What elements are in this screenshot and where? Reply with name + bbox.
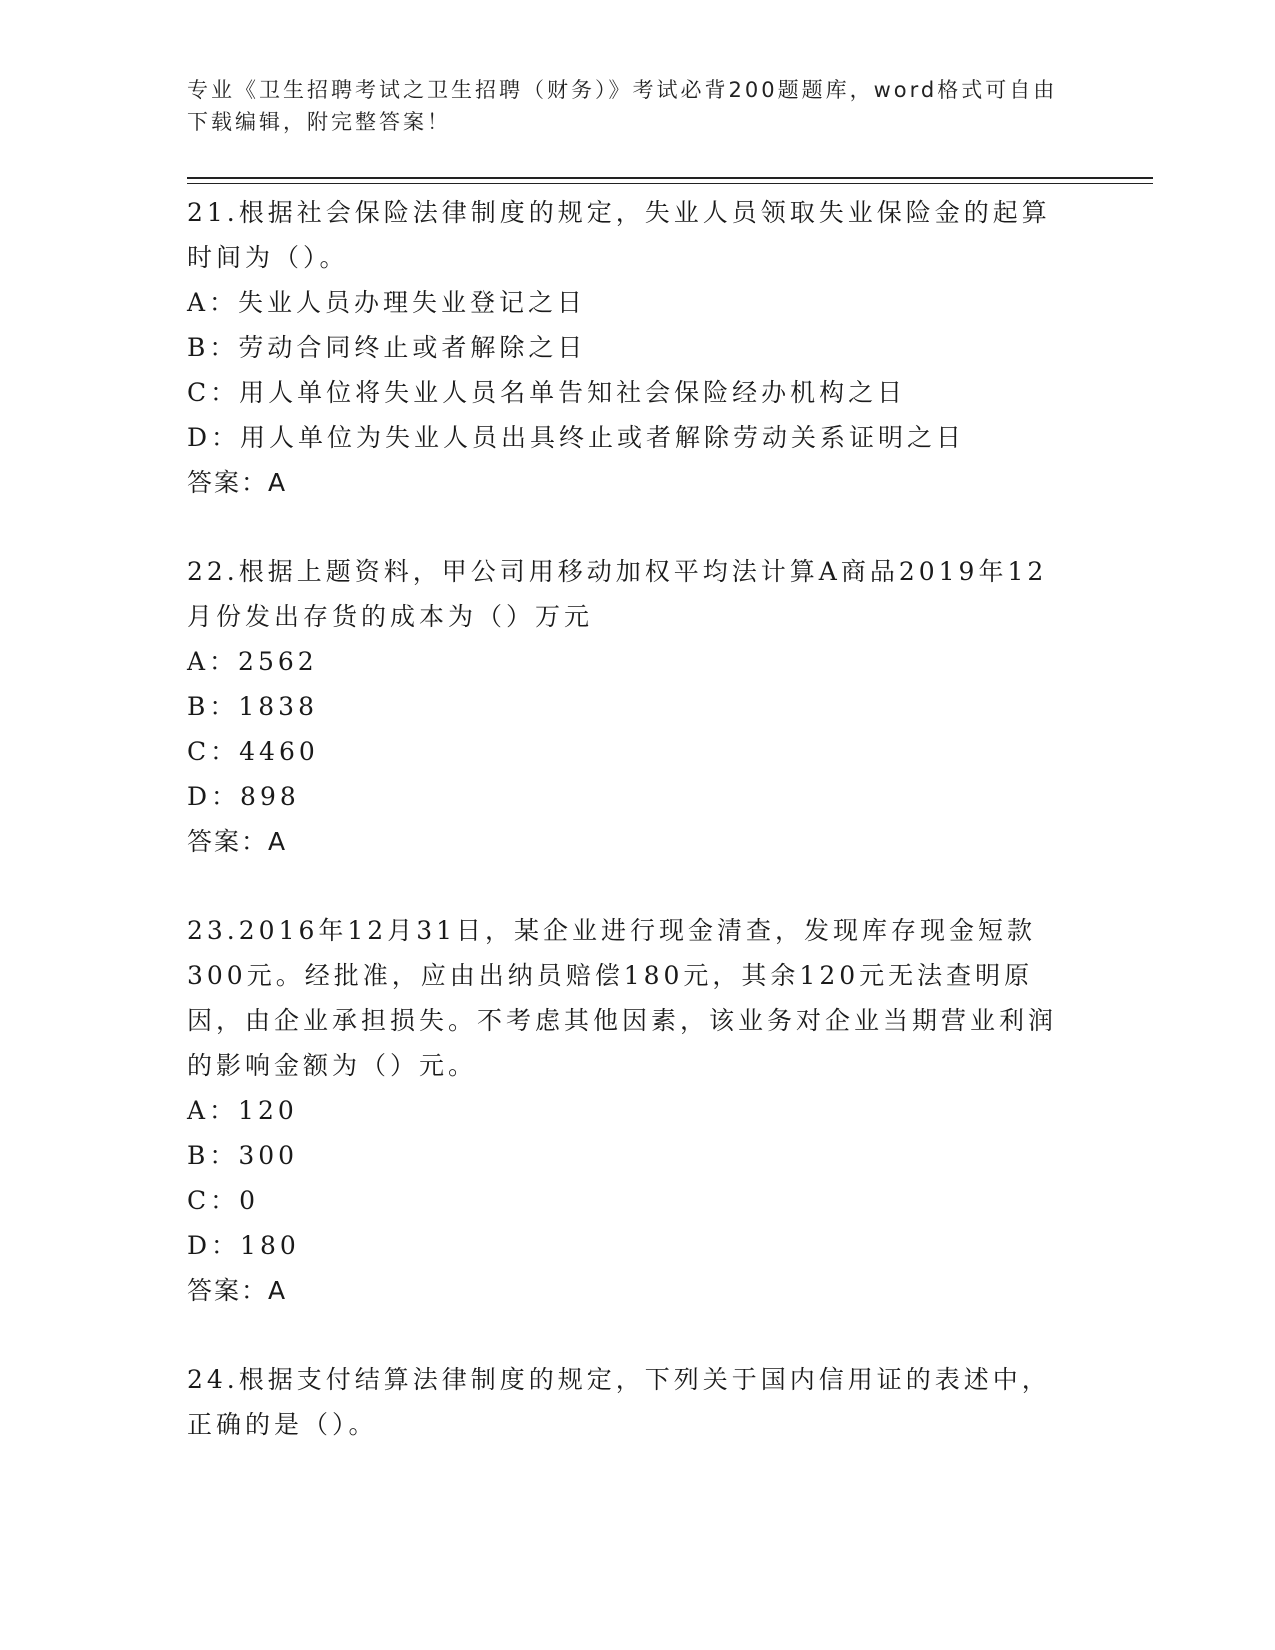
option-d: D：用人单位为失业人员出具终止或者解除劳动关系证明之日 xyxy=(187,423,966,452)
question-stem: 23.2016年12月31日，某企业进行现金清查，发现库存现金短款300元。经批准，应由出纳员赔偿180元，其余120元无法查明原因，由企业承担损失。不考虑其他因素，该业务对企业当期营业利润的影响金额为（）元。 xyxy=(187,916,1058,1080)
document-header: 专业《卫生招聘考试之卫生招聘（财务）》考试必背200题题库，word格式可自由下载编辑，附完整答案！ xyxy=(187,78,1058,134)
question-22 xyxy=(187,549,1067,864)
question-list xyxy=(187,190,1067,1491)
option-d: D：898 xyxy=(187,782,300,811)
option-c: C：4460 xyxy=(187,737,319,766)
option-a: A：失业人员办理失业登记之日 xyxy=(187,288,587,317)
answer-line: 答案：A xyxy=(187,468,288,497)
option-b: B：300 xyxy=(187,1141,299,1170)
option-b: B：劳动合同终止或者解除之日 xyxy=(187,333,587,362)
option-c: C：0 xyxy=(187,1186,260,1215)
answer-line: 答案：A xyxy=(187,827,288,856)
question-stem: 22.根据上题资料，甲公司用移动加权平均法计算A商品2019年12月份发出存货的成本为（）万元 xyxy=(187,557,1048,631)
question-23 xyxy=(187,908,1067,1313)
header-rule-thin xyxy=(187,183,1153,184)
header-rule-thick xyxy=(187,177,1153,179)
question-stem: 24.根据支付结算法律制度的规定，下列关于国内信用证的表述中，正确的是（）。 xyxy=(187,1365,1051,1439)
answer-line: 答案：A xyxy=(187,1276,288,1305)
option-d: D：180 xyxy=(187,1231,300,1260)
option-c: C：用人单位将失业人员名单告知社会保险经办机构之日 xyxy=(187,378,907,407)
option-a: A：120 xyxy=(187,1096,298,1125)
option-b: B：1838 xyxy=(187,692,318,721)
option-a: A：2562 xyxy=(187,647,318,676)
question-21 xyxy=(187,190,1067,505)
question-stem: 21.根据社会保险法律制度的规定，失业人员领取失业保险金的起算时间为（）。 xyxy=(187,198,1051,272)
question-24 xyxy=(187,1357,1067,1447)
